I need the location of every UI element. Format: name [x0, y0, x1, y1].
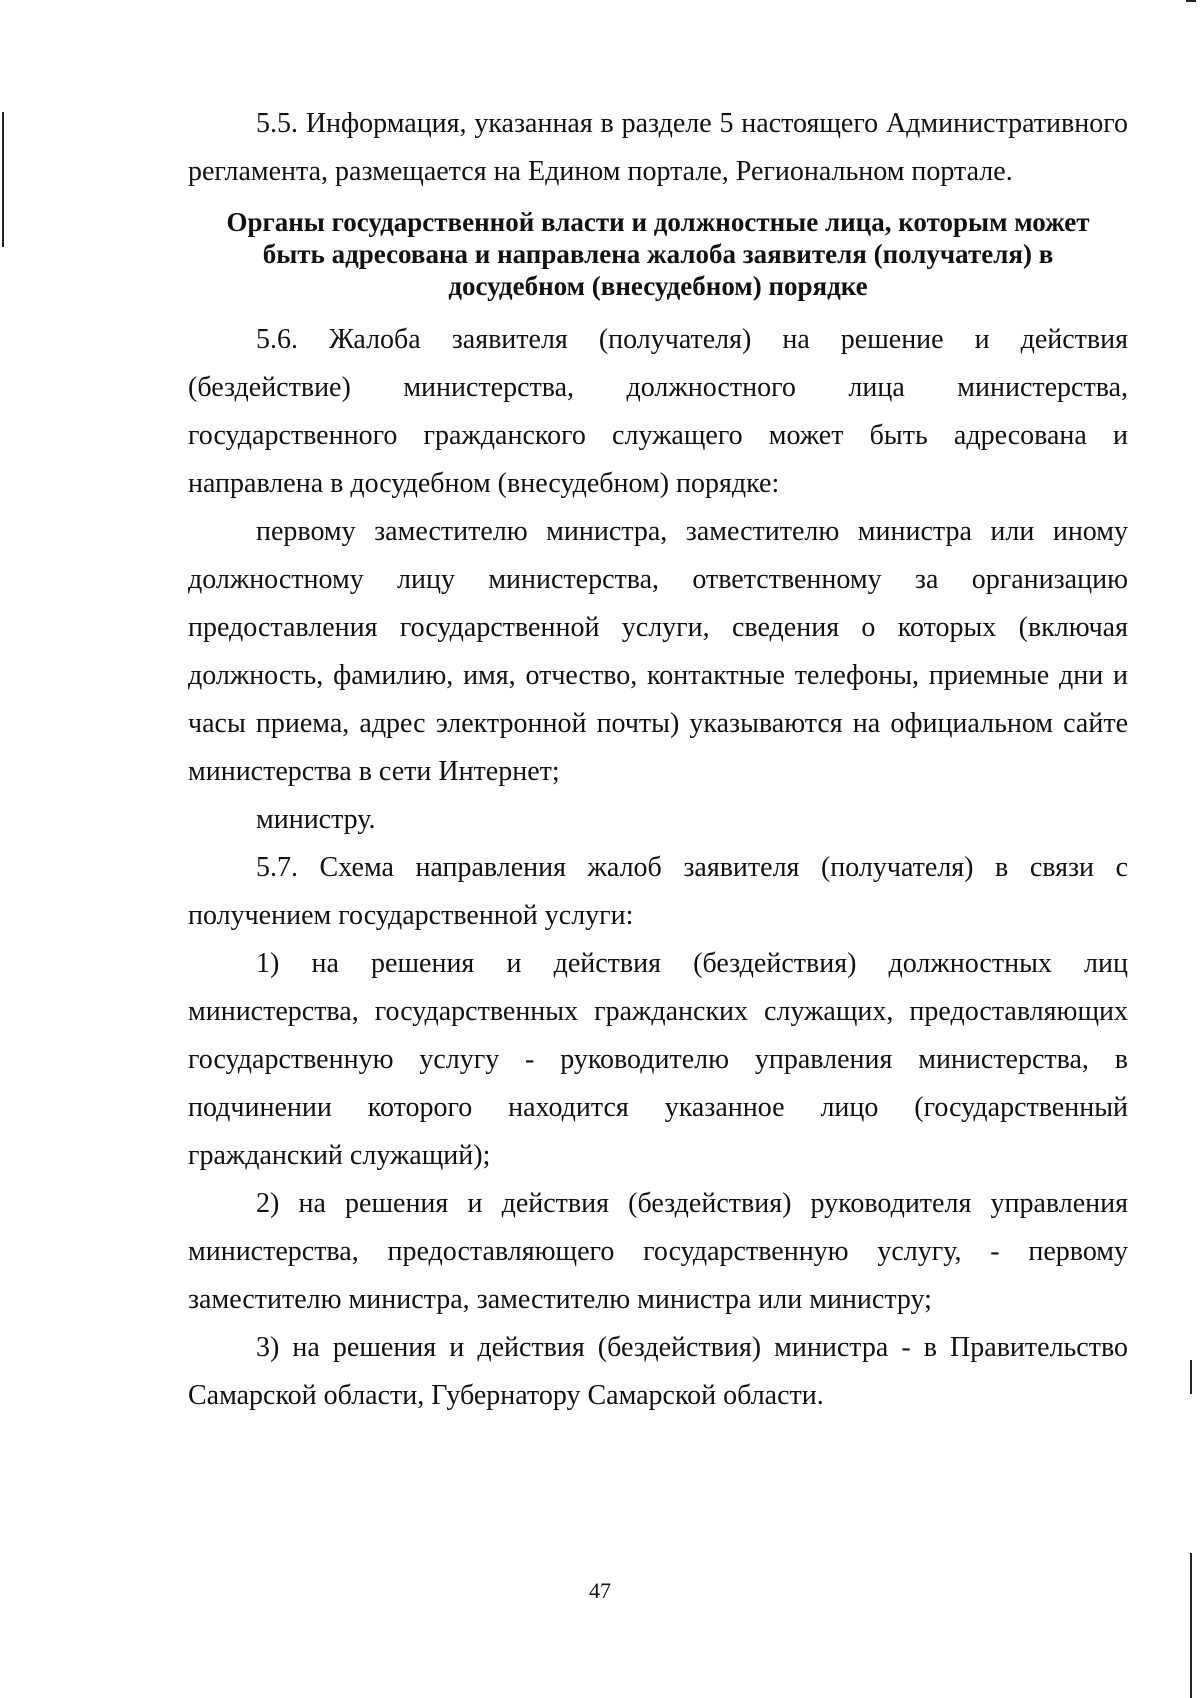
page-number: 47: [589, 1578, 611, 1603]
paragraph-5-7: 5.7. Схема направления жалоб заявителя (получателя) в связи с получением государственной услуги:: [188, 852, 1128, 931]
document-page: [188, 100, 1128, 1420]
scan-edge-mark-right: [1190, 1360, 1192, 1394]
scan-edge-mark-left: [2, 112, 4, 247]
paragraph-5-6: 5.6. Жалоба заявителя (получателя) на решение и действия (бездействие) министерства, должностного лица министерства, государственного гражданского служащего может быть адресована и направлена в досудебном (внесудебном) порядке:: [188, 324, 1128, 499]
section-heading: Органы государственной власти и должностные лица, которым может быть адресована и направлена жалоба заявителя (получателя) в досудебном (внесудебном) порядке: [226, 207, 1090, 301]
list-item-1: 1) на решения и действия (бездействия) должностных лиц министерства, государственных гражданских служащих, предоставляющих государственную услугу - руководителю управления министерства, в подчинении которого находится указанное лицо (государственный гражданский служащий);: [188, 948, 1128, 1171]
paragraph-first-deputy: первому заместителю министра, заместителю министра или иному должностному лицу министерства, ответственному за организацию предоставления государственной услуги, сведения о которых (включая должность, фамилию, имя, отчество, контактные телефоны, приемные дни и часы приема, адрес электронной почты) указываются на официальном сайте министерства в сети Интернет;: [188, 516, 1128, 787]
paragraph-5-5: 5.5. Информация, указанная в разделе 5 настоящего Административного регламента, размещается на Едином портале, Региональном портале.: [188, 108, 1128, 187]
list-item-2: 2) на решения и действия (бездействия) руководителя управления министерства, предоставляющего государственную услугу, - первому заместителю министра, заместителю министра или министру;: [188, 1188, 1128, 1315]
scan-edge-mark-right-lower: [1190, 1553, 1192, 1698]
scan-corner-mark: [1186, 0, 1196, 2]
paragraph-minister: министру.: [256, 804, 376, 835]
list-item-3: 3) на решения и действия (бездействия) министра - в Правительство Самарской области, Губернатору Самарской области.: [188, 1332, 1128, 1411]
